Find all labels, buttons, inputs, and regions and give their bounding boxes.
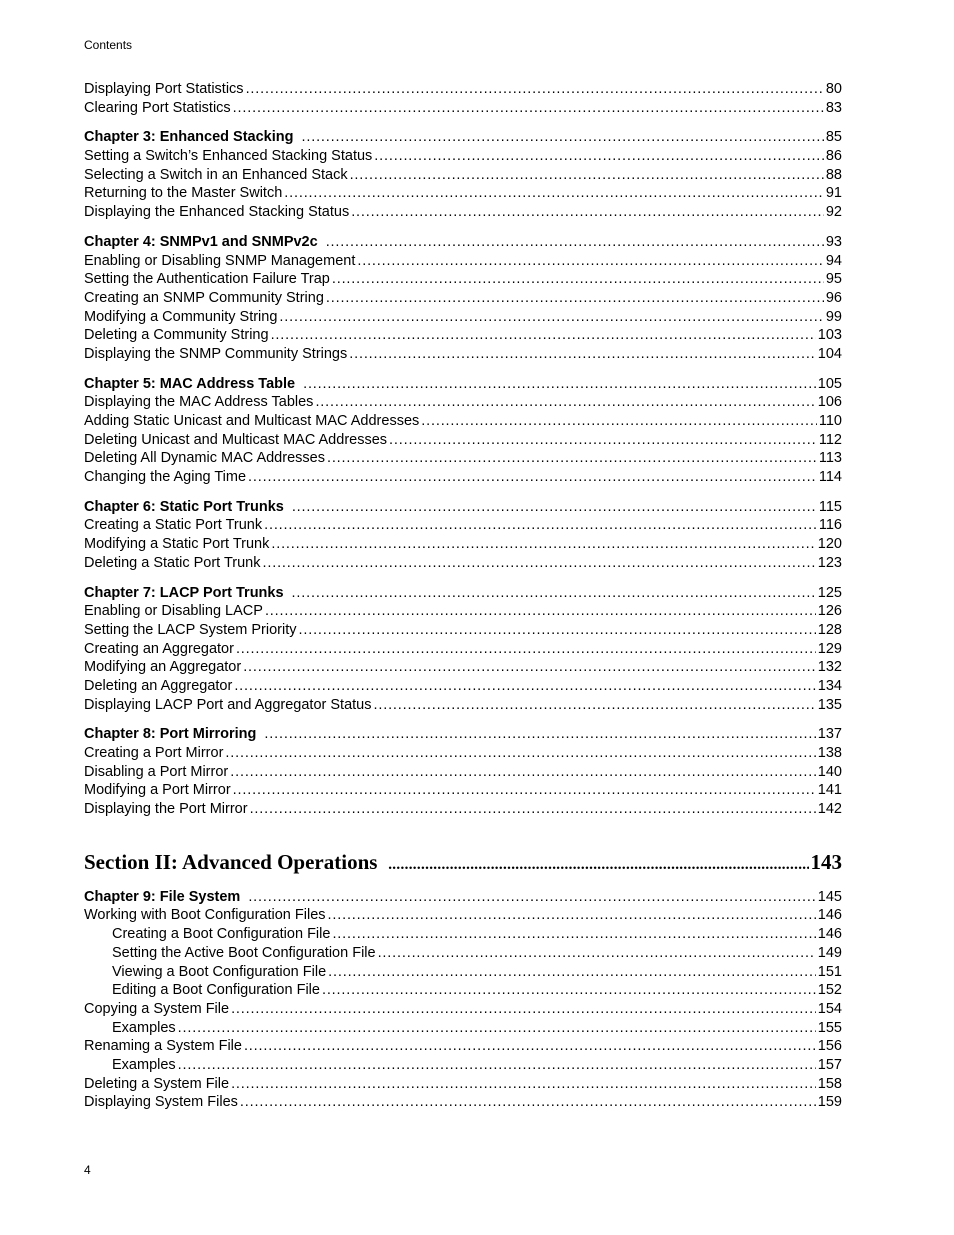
toc-entry-row[interactable] [84,270,842,289]
toc-entry-row[interactable] [84,602,842,621]
toc-page-number: 155 [817,1019,842,1036]
toc-title: Chapter 6: Static Port Trunks [84,498,284,515]
toc-page-number: 156 [817,1038,842,1055]
toc-page-number: 128 [817,621,842,638]
toc-title: Modifying a Port Mirror [84,782,231,799]
toc-title: Selecting a Switch in an Enhanced Stack [84,166,348,183]
toc-title: Chapter 7: LACP Port Trunks [84,584,284,601]
toc-page-number: 110 [818,413,842,429]
toc-page-number: 85 [825,129,842,146]
dot-leader [332,270,824,289]
dot-leader [389,431,817,450]
toc-title: Chapter 4: SNMPv1 and SNMPv2c [84,233,318,250]
toc-title: Displaying the MAC Address Tables [84,394,314,411]
toc-entry-row[interactable] [84,166,842,185]
toc-page-number: 112 [818,431,842,448]
dot-leader [236,640,816,659]
toc-title: Deleting All Dynamic MAC Addresses [84,450,325,467]
toc-entry-row[interactable] [84,1019,842,1038]
toc-page-number: 145 [817,888,842,905]
toc-entry-row[interactable] [84,1000,842,1019]
dot-leader [292,584,816,603]
toc-title: Displaying Port Statistics [84,81,244,97]
toc-title: Enabling or Disabling SNMP Management [84,252,356,269]
toc-title: Deleting a Static Port Trunk [84,554,261,571]
dot-leader [332,925,815,944]
toc-page-number: 138 [817,745,842,761]
dot-leader [246,80,824,99]
dot-leader [374,696,816,715]
toc-title: Viewing a Boot Configuration File [112,963,327,980]
toc-page-number: 92 [825,204,842,221]
toc-title: Modifying a Static Port Trunk [84,536,270,553]
dot-leader [322,981,816,1000]
toc-entry-row[interactable] [84,289,842,308]
toc-title: Creating a Static Port Trunk [84,517,263,534]
toc-entry-row[interactable] [84,677,842,696]
toc-page-number: 86 [825,148,842,165]
dot-leader [243,658,816,677]
toc-entry-row[interactable] [84,80,842,99]
toc-title: Setting the Active Boot Configuration File [112,944,376,961]
toc-entry-row[interactable] [84,252,842,271]
toc-entry-row[interactable] [84,449,842,468]
dot-leader [248,468,817,487]
dot-leader [378,944,816,963]
dot-leader [225,744,815,763]
toc-chapter-row[interactable] [84,375,842,394]
toc-page-number: 151 [817,963,842,980]
toc-page-number: 129 [817,640,842,657]
toc-title: Displaying the Enhanced Stacking Status [84,204,350,221]
toc-entry-row[interactable] [84,326,842,345]
toc-chapter-row[interactable] [84,725,842,744]
toc-page-number: 106 [817,394,842,411]
toc-title: Examples [112,1056,176,1073]
toc-title: Creating a Port Mirror [84,745,224,761]
toc-title: Deleting a Community String [84,327,269,344]
toc-page-number: 99 [825,308,842,325]
dot-leader [387,847,808,877]
toc-entry-row[interactable] [84,554,842,573]
toc-entry-row[interactable] [84,535,842,554]
toc-page-number: 93 [825,233,842,250]
toc-page-number: 141 [817,782,842,799]
toc-title: Displaying the SNMP Community Strings [84,345,348,362]
dot-leader [328,963,816,982]
dot-leader [233,99,824,118]
toc-page-number: 143 [810,849,842,874]
toc-page-number: 114 [818,469,842,486]
running-header: Contents [84,38,133,52]
dot-leader [244,1037,816,1056]
table-of-contents [84,80,842,1112]
toc-entry-row[interactable] [84,1037,842,1056]
toc-title: Creating an SNMP Community String [84,289,324,306]
toc-title: Creating an Aggregator [84,640,234,657]
toc-page-number: 83 [825,99,842,116]
dot-leader [264,516,817,535]
toc-entry-row[interactable] [84,203,842,222]
toc-page-number: 96 [825,289,842,306]
toc-page-number: 149 [817,944,842,961]
dot-leader [351,203,824,222]
toc-title: Chapter 8: Port Mirroring [84,726,257,743]
dot-leader [328,906,816,925]
toc-page-number: 116 [818,517,842,534]
toc-page-number: 140 [817,763,842,780]
toc-entry-row[interactable] [84,640,842,659]
toc-chapter-row[interactable] [84,128,842,147]
toc-entry-row[interactable] [84,744,842,763]
dot-leader [265,602,816,621]
toc-page-number: 95 [825,271,842,288]
toc-title: Copying a System File [84,1000,230,1017]
toc-entry-row[interactable] [84,696,842,715]
toc-page-number: 125 [817,584,842,601]
toc-title: Changing the Aging Time [84,469,247,486]
toc-entry-row[interactable] [84,393,842,412]
dot-leader [374,147,824,166]
toc-page-number: 123 [817,554,842,571]
toc-entry-row[interactable] [84,99,842,118]
toc-entry-row[interactable] [84,658,842,677]
toc-entry-row[interactable] [84,1056,842,1075]
toc-title: Displaying LACP Port and Aggregator Status [84,696,372,713]
toc-page-number: 88 [825,166,842,183]
toc-chapter-row[interactable] [84,584,842,603]
dot-leader [230,763,816,782]
toc-page-number: 120 [817,536,842,553]
dot-leader [326,233,824,252]
dot-leader [349,345,816,364]
toc-title: Adding Static Unicast and Multicast MAC Addresses [84,413,420,429]
toc-entry-row[interactable] [84,925,842,944]
dot-leader [284,184,824,203]
dot-leader [421,412,817,431]
toc-title: Editing a Boot Configuration File [112,982,320,999]
toc-entry-row[interactable] [84,621,842,640]
toc-entry-row[interactable] [84,800,842,819]
toc-entry-row[interactable] [84,184,842,203]
toc-page-number: 134 [817,677,842,694]
toc-page-number: 137 [817,726,842,743]
dot-leader [279,308,823,327]
toc-page-number: 126 [817,603,842,620]
toc-entry-row[interactable] [84,412,842,431]
toc-title: Displaying System Files [84,1094,238,1111]
toc-title: Setting the LACP System Priority [84,621,297,638]
dot-leader [263,554,816,573]
toc-page-number: 80 [825,81,842,97]
dot-leader [299,621,816,640]
toc-title: Clearing Port Statistics [84,99,231,116]
toc-entry-row[interactable] [84,345,842,364]
toc-page-number: 105 [817,375,842,392]
toc-page-number: 154 [817,1000,842,1017]
dot-leader [357,252,824,271]
dot-leader [327,449,817,468]
toc-title: Creating a Boot Configuration File [112,926,331,943]
page-number: 4 [84,1163,91,1177]
toc-entry-row[interactable] [84,147,842,166]
toc-entry-row[interactable] [84,431,842,450]
dot-leader [264,725,815,744]
dot-leader [178,1056,816,1075]
dot-leader [233,781,816,800]
toc-page-number: 146 [817,907,842,924]
dot-leader [292,498,817,517]
toc-page-number: 113 [818,450,842,467]
toc-entry-row[interactable] [84,963,842,982]
dot-leader [231,1075,816,1094]
toc-title: Examples [112,1019,176,1036]
dot-leader [326,289,824,308]
toc-entry-row[interactable] [84,763,842,782]
toc-page-number: 159 [817,1094,842,1111]
toc-page-number: 146 [817,926,842,943]
toc-entry-row[interactable] [84,906,842,925]
toc-title: Chapter 9: File System [84,888,241,905]
toc-page-number: 158 [817,1075,842,1092]
toc-title: Setting the Authentication Failure Trap [84,271,330,288]
toc-entry-row[interactable] [84,516,842,535]
toc-page-number: 157 [817,1056,842,1073]
toc-page-number: 152 [817,982,842,999]
toc-title: Modifying a Community String [84,308,278,325]
toc-page-number: 132 [817,659,842,676]
toc-title: Working with Boot Configuration Files [84,907,326,924]
toc-entry-row[interactable] [84,468,842,487]
toc-page-number: 91 [825,185,842,202]
dot-leader [350,166,824,185]
toc-title: Chapter 5: MAC Address Table [84,375,296,392]
toc-title: Chapter 3: Enhanced Stacking [84,129,294,146]
toc-page-number: 94 [825,252,842,269]
toc-title: Deleting a System File [84,1075,230,1092]
toc-title: Modifying an Aggregator [84,659,242,676]
toc-title: Renaming a System File [84,1038,242,1055]
dot-leader [248,888,815,907]
toc-title: Deleting an Aggregator [84,677,233,694]
toc-page-number: 104 [817,345,842,362]
toc-title: Enabling or Disabling LACP [84,603,263,620]
toc-page-number: 103 [817,327,842,344]
toc-entry-row[interactable] [84,944,842,963]
dot-leader [231,1000,816,1019]
toc-page-number: 142 [817,801,842,818]
toc-title: Setting a Switch’s Enhanced Stacking Status [84,148,373,165]
toc-entry-row[interactable] [84,1093,842,1112]
dot-leader [315,393,815,412]
toc-chapter-row[interactable] [84,498,842,517]
toc-section-row[interactable] [84,847,842,877]
toc-title: Returning to the Master Switch [84,185,283,202]
toc-entry-row[interactable] [84,781,842,800]
dot-leader [303,375,816,394]
dot-leader [250,800,816,819]
dot-leader [271,535,815,554]
toc-page-number: 135 [817,696,842,713]
toc-title: Disabling a Port Mirror [84,763,229,780]
toc-entry-row[interactable] [84,1075,842,1094]
toc-entry-row[interactable] [84,981,842,1000]
toc-title: Section II: Advanced Operations [84,849,378,874]
dot-leader [178,1019,816,1038]
dot-leader [271,326,816,345]
toc-page-number: 115 [818,498,842,515]
dot-leader [240,1093,816,1112]
toc-title: Displaying the Port Mirror [84,801,248,818]
dot-leader [234,677,815,696]
toc-chapter-row[interactable] [84,233,842,252]
toc-title: Deleting Unicast and Multicast MAC Addresses [84,431,388,448]
toc-chapter-row[interactable] [84,888,842,907]
dot-leader [302,128,824,147]
toc-entry-row[interactable] [84,308,842,327]
